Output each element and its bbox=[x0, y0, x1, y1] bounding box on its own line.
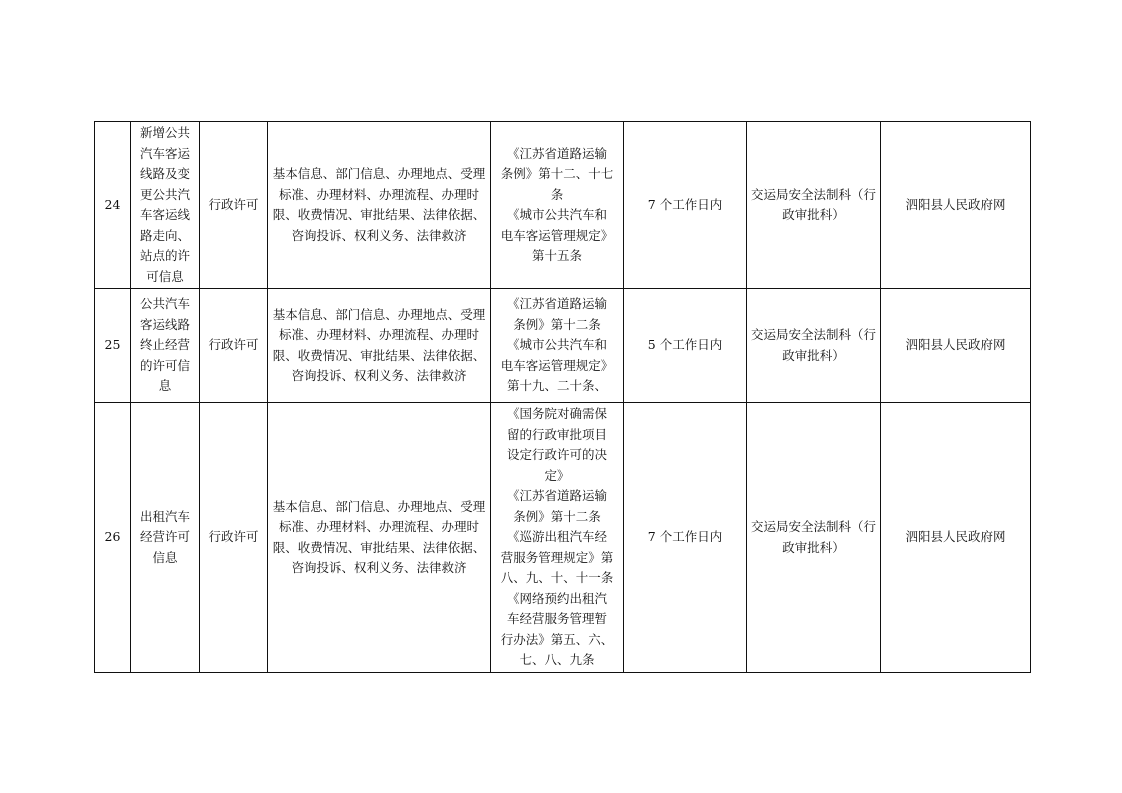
legal-basis-line: 《网络预约出租汽 bbox=[506, 590, 607, 606]
row-number: 26 bbox=[95, 403, 131, 673]
legal-basis-line: 行办法》第五、六、 bbox=[500, 631, 614, 647]
legal-basis-line: 七、八、九条 bbox=[519, 652, 595, 668]
item-name: 出租汽车经营许可信息 bbox=[131, 403, 200, 673]
row-number: 24 bbox=[95, 122, 131, 289]
legal-basis-line: 《城市公共汽车和 bbox=[506, 337, 607, 353]
publication-channel: 泗阳县人民政府网 bbox=[881, 403, 1031, 673]
time-limit: 7 个工作日内 bbox=[624, 403, 747, 673]
legal-basis-line: 《城市公共汽车和 bbox=[506, 207, 607, 222]
responsible-department: 交运局安全法制科（行政审批科） bbox=[747, 122, 881, 289]
publication-channel: 泗阳县人民政府网 bbox=[881, 122, 1031, 289]
disclosure-table bbox=[94, 121, 1031, 673]
legal-basis-line: 条例》第十二、十七 bbox=[500, 166, 614, 181]
disclosure-content: 基本信息、部门信息、办理地点、受理标准、办理材料、办理流程、办理时限、收费情况、审批结果、法律依据、咨询投诉、权利义务、法律救济 bbox=[268, 289, 491, 403]
time-limit: 5 个工作日内 bbox=[624, 289, 747, 403]
legal-basis-line: 《江苏省道路运输 bbox=[506, 145, 607, 161]
time-limit: 7 个工作日内 bbox=[624, 122, 747, 289]
publication-channel: 泗阳县人民政府网 bbox=[881, 289, 1031, 403]
legal-basis-line: 《江苏省道路运输 bbox=[506, 296, 607, 312]
legal-basis-line: 八、九、十、十一条 bbox=[500, 570, 614, 586]
legal-basis-line: 车经营服务管理暂 bbox=[506, 611, 607, 627]
legal-basis-line: 营服务管理规定》第 bbox=[500, 549, 614, 565]
legal-basis-line: 《巡游出租汽车经 bbox=[506, 529, 607, 545]
item-category: 行政许可 bbox=[200, 289, 268, 403]
legal-basis bbox=[491, 403, 624, 673]
legal-basis-line: 条例》第十二条 bbox=[513, 508, 601, 524]
item-category: 行政许可 bbox=[200, 122, 268, 289]
table-row bbox=[95, 289, 1031, 403]
legal-basis-line: 定》 bbox=[544, 467, 570, 483]
legal-basis-line: 《江苏省道路运输 bbox=[506, 488, 607, 504]
item-name: 新增公共汽车客运线路及变更公共汽车客运线路走向、站点的许可信息 bbox=[131, 122, 200, 289]
disclosure-content: 基本信息、部门信息、办理地点、受理标准、办理材料、办理流程、办理时限、收费情况、审批结果、法律依据、咨询投诉、权利义务、法律救济 bbox=[268, 122, 491, 289]
table-row bbox=[95, 122, 1031, 289]
item-category: 行政许可 bbox=[200, 403, 268, 673]
legal-basis-line: 《国务院对确需保 bbox=[506, 406, 607, 422]
legal-basis-line: 第十五条 bbox=[531, 248, 582, 263]
table-row bbox=[95, 403, 1031, 673]
responsible-department: 交运局安全法制科（行政审批科） bbox=[747, 289, 881, 403]
item-name: 公共汽车客运线路终止经营的许可信息 bbox=[131, 289, 200, 403]
legal-basis-line: 设定行政许可的决 bbox=[506, 447, 607, 463]
row-number: 25 bbox=[95, 289, 131, 403]
legal-basis-line: 条 bbox=[550, 186, 564, 202]
legal-basis-line: 留的行政审批项目 bbox=[506, 426, 607, 442]
legal-basis-line: 条例》第十二条 bbox=[513, 316, 601, 332]
legal-basis-line: 第十九、二十条、 bbox=[506, 378, 607, 394]
responsible-department: 交运局安全法制科（行政审批科） bbox=[747, 403, 881, 673]
legal-basis bbox=[491, 289, 624, 403]
legal-basis bbox=[491, 122, 624, 289]
disclosure-content: 基本信息、部门信息、办理地点、受理标准、办理材料、办理流程、办理时限、收费情况、审批结果、法律依据、咨询投诉、权利义务、法律救济 bbox=[268, 403, 491, 673]
legal-basis-line: 电车客运管理规定》 bbox=[500, 227, 614, 243]
legal-basis-line: 电车客运管理规定》 bbox=[500, 357, 614, 373]
